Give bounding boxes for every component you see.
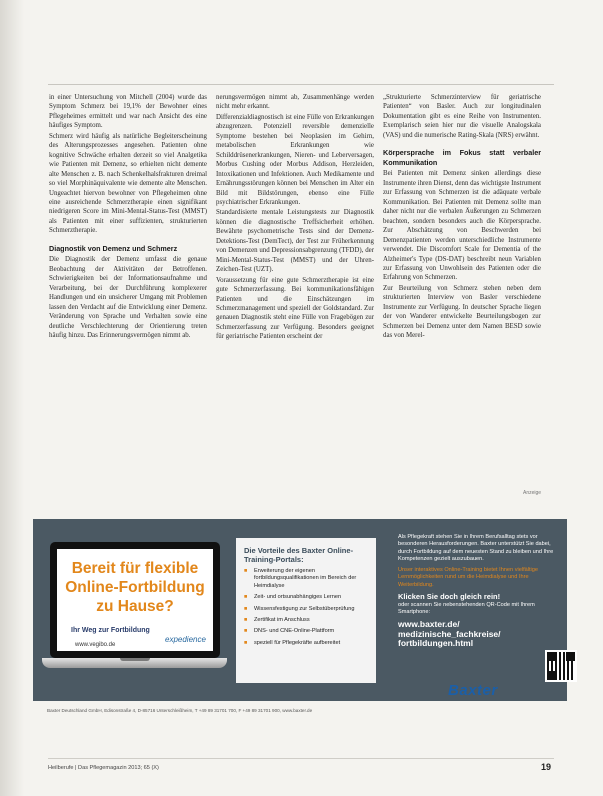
ad-qr-instruction: oder scannen Sie nebenstehenden QR-Code mit Ihrem Smartphone: (398, 602, 535, 616)
benefit-item: ■ speziell für Pflegekräfte aufbereitet (244, 640, 370, 647)
paragraph: Differenzialdiagnostisch ist eine Fülle von Erkrankungen abzugrenzen. Potenziell reversible demenzielle Symptome bestehen bei Neoplasien im Gehirn, metabolischen Erkrankungen wie Schilddrüsenerkrankungen, Nieren- und Leberversagen, Morbus Cushing oder Morbus Addison, Herzleiden, Intoxikationen und Infektionen. Auch Medikamente und Ernährungsstörungen können bei Menschen im Alter ein Bild mit Bildstörungen, ebenso eine Fülle psychiatrischer Erkrankungen. (216, 113, 374, 206)
benefits-box (236, 538, 376, 683)
laptop-notch (120, 658, 150, 661)
paragraph: „Strukturierte Schmerzinterview für geriatrische Patienten“ von Basler. Auch zur longitudinalen Dokumentation gibt es eine Reihe von Instrumenten. Exemplarisch seien hier nur die visuelle Analogskala (VAS) und die numerische Rating-Skala (NRS) erwähnt. (383, 94, 541, 139)
paragraph: Standardisierte mentale Leistungstests zur Diagnostik können die diagnostische Treffsicherheit erhöhen. Bewährte psychometrische Tests sind der Demenz-Detektions-Test (DemTect), der Test zur Früherkennung von Demenzen und Depressionsabgrenzung (TFDD), der Mini-Mental-Status-Test (MMST) und der Uhren-Zeichen-Test (UZT). (216, 209, 374, 274)
paragraph: in einer Untersuchung von Mitchell (2004) wurde das Symptom Schmerz bei 19,1% der Bewohner eines Pflegeheimes ermittelt und war nach Ansicht des eine häufiges Symptom. (49, 94, 207, 130)
partner-url: www.vegibo.de (75, 642, 116, 648)
benefit-item: ■ Wissensfestigung zur Selbstüberprüfung (244, 606, 370, 613)
paragraph: Bei Patienten mit Demenz sinken allerdings diese Instrumente ihren Dienst, denn das wichtigste Instrument zur Erfassung von Schmerzen ist die adäquate verbale Kommunikation. Bei Patienten mit Demenz sollte man daher nicht nur die verbalen Äußerungen zu Schmerzen beachten, sondern besonders auch die Körpersprache. Zur Abschätzung von Beschwerden bei Demenzpatienten werden unterschiedliche Instrumente verwendet. Die Discomfort Scale for Dementia of the Alzheimer's Type (DS-DAT) beschreibt neun Variablen zur Erfassung von Unwohlsein des Patienten oder die Erfahrung von Schmerzen. (383, 170, 541, 282)
ad-highlight-text: Unser interaktives Online-Training bietet Ihnen vielfältige Lernmöglichkeiten rund um die Heimdialyse und Ihre Weiterbildung. (398, 567, 539, 588)
article-column-1 (49, 93, 207, 341)
ad-call-to-action: Klicken Sie doch gleich rein! (398, 592, 501, 602)
paragraph: nerungsvermögen nimmt ab, Zusammenhänge werden nicht mehr erkannt. (216, 94, 374, 111)
page-number: 19 (541, 762, 552, 772)
ad-intro-text: Als Pflegekraft stehen Sie in Ihrem Berufsalltag stets vor besonderen Herausforderungen. Baxter unterstützt Sie dabei, durch Fortbildung auf dem neuesten Stand zu bleiben und Ihre Kompetenzen gezielt auszubauen. (398, 534, 554, 562)
paragraph: Schmerz wird häufig als natürliche Begleiterscheinung des Alterungsprozesses angesehen. Patienten ohne kognitive Schwäche erhalten derzeit so viel Analgetika wie Patienten mit Demenz, so erhielten nicht demente alte Menschen z. B. nach Schenkelhalsfrakturen dreimal so viel Morphinäquivalente wie demente alte Menschen. Ungeachtet hiervon bewohner von Pflegeheimen ohne eine ausreichende Schmerztherapie einen signifikant niedrigeren Score im Mini-Mental-Status-Test (MMST) als Patienten mit einer suffizienten, strukturierten Schmerztherapie. (49, 132, 207, 235)
laptop-screen-frame (50, 542, 220, 658)
journal-footer: Heilberufe | Das Pflegemagazin 2013; 65 (X) (48, 765, 159, 771)
paragraph: Voraussetzung für eine gute Schmerztherapie ist eine gute Schmerzerfassung. Bei kommunikationsfähigen Patienten und die Einschätzungen im Schmerzmanagement und speziell der Goldstandard. Zur genauen Diagnostik steht eine Fülle von Fragebögen zur Schmerzerfassung zur Verfügung. Besonders geeignet für geriatrische Patienten erscheint der (216, 276, 374, 341)
baxter-logo: Baxter (448, 682, 498, 699)
section-heading: Körpersprache im Fokus statt verbaler Kommunikation (383, 148, 541, 167)
ad-footer-address: Baxter Deutschland GmbH, Edisonstraße 4, D-85716 Unterschleißheim, T +49 89 31701 700, F +49 89 31701 900, www.baxter.de (47, 708, 313, 713)
section-heading: Diagnostik von Demenz und Schmerz (49, 243, 178, 253)
ad-label: Anzeige (523, 490, 542, 496)
ad-url-link[interactable]: www.baxter.de/ medizinische_fachkreise/ fortbildungen.html (398, 619, 501, 649)
xpedience-logo: expedience (165, 635, 206, 644)
benefit-item: ■ Zertifikat im Anschluss (244, 617, 370, 624)
paragraph: Die Diagnostik der Demenz umfasst die genaue Beobachtung der Aktivitäten der Betroffenen. Schwierigkeiten bei der Informationsaufnahme und Verarbeitung, bei der Durchführung komplexerer Handlungen und ein unsicherer Umgang mit Problemen lassen den Verdacht auf die Entwicklung einer Demenz. Veränderung von Sprache und Verhalten sowie eine deutliche Verschlechterung der Orientierung treten häufig hinzu. Das Erinnerungsvermögen nimmt ab. (49, 256, 207, 340)
article-column-2 (216, 93, 374, 343)
benefits-title: Die Vorteile des Baxter Online-Training-Portals: (244, 546, 354, 564)
laptop-illustration (42, 542, 227, 677)
benefit-item: ■ Erweiterung der eigenen fortbildungsqualifikationen im Bereich der Heimdialyse (244, 568, 370, 590)
paragraph: Zur Beurteilung von Schmerz stehen neben dem strukturierten Interview von Basler verschiedene Instrumente zur Verfügung. In deutscher Sprache liegen der von Wanderer entwickelte Beurteilungsbogen zur Schmerzen bei Demenz unter dem Namen BESD sowie das von Merel- (383, 284, 541, 340)
ad-right-text (398, 534, 563, 649)
qr-code-icon[interactable] (545, 650, 577, 682)
laptop-screen (57, 549, 213, 651)
benefits-list (236, 568, 376, 647)
benefit-item: ■ Zeit- und ortsunabhängiges Lernen (244, 594, 370, 601)
partner-logo: Ihr Weg zur Fortbildung (71, 627, 150, 634)
article-column-3 (383, 93, 541, 342)
header-rule (48, 84, 554, 85)
ad-headline: Bereit für flexible Online-Fortbildung zu Hause? (65, 560, 205, 615)
benefit-item: ■ DNS- und CNE-Online-Plattform (244, 628, 370, 635)
footer-rule (48, 758, 554, 759)
